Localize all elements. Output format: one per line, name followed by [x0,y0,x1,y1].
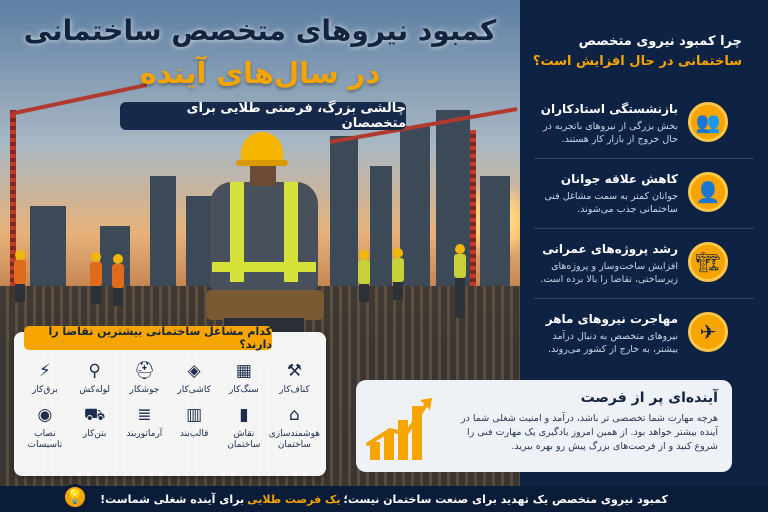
lightning-icon: ⚡ [38,361,51,381]
footer-text-part1: کمبود نیروی متخصص یک تهدید برای صنعت ساختمان نیست؛ [343,492,668,506]
future-title: آینده‌ای پر از فرصت [580,390,718,406]
job-label: سنگ‌کار [229,385,259,395]
lightbulb-icon: 💡 [62,484,88,510]
job-label: جوشکار [129,385,160,395]
job-label: هوشمندسازی ساختمان [268,429,320,450]
worker-figure [454,244,466,318]
tile-icon: ◈ [187,361,201,381]
reason-text: نیروهای متخصص به دنبال درآمد بیشتر، به خارج از کشور می‌روند. [547,331,678,355]
reason-text: بخش بزرگی از نیروهای باتجربه در حال خروج از بازار کار هستند. [543,121,678,145]
reason-text: افزایش ساخت‌وساز و پروژه‌های زیرساختی، تقاضا را بالا برده است. [540,261,678,285]
headline-line1: کمبود نیروهای متخصص ساختمانی [23,14,497,47]
growth-chart-icon [366,392,436,460]
job-item [269,360,320,396]
reason-title: کاهش علاقه جوانان [560,172,678,186]
job-item [269,404,320,451]
background-building [370,166,392,286]
reason-text: جوانان کمتر به سمت مشاغل فنی ساختمانی جذب می‌شوند. [544,191,678,215]
job-label: قالب‌بند [179,429,209,439]
growth-arrow-icon [366,392,436,460]
job-label: نصاب تاسیسات [27,429,63,450]
worker-figure [358,250,370,302]
job-label: کناف‌کار [279,385,310,395]
future-opportunity-box [356,380,732,472]
background-building [480,176,510,286]
job-label: نقاش ساختمان [227,429,261,450]
welding-mask-icon: ⛑ [133,361,156,381]
background-building [400,126,430,286]
drywall-worker-icon: ⚒ [286,361,302,381]
concrete-mixer-icon: ⛟ [83,405,106,425]
person-icon: 👤 [688,172,728,212]
reason-item [520,162,768,232]
reason-item [520,92,768,162]
headline-subtitle: چالشی بزرگ، فرصتی طلایی برای متخصصان [120,102,406,130]
job-label: کاشی‌کار [177,385,211,395]
reason-item [520,302,768,372]
worker-figure [392,248,404,300]
in-demand-jobs-heading: کدام مشاغل ساختمانی بیشترین تقاضا را دارند؟ [24,326,272,350]
divider [534,228,754,229]
future-text: هرچه مهارت شما تخصصی تر باشد، درآمد و امنیت شغلی شما در آینده بیشتر خواهد بود. از همین امروز یادگیری یک مهارت فنی را شروع کنید و از فرصت‌های بزرگ پیش رو بهره ببرید. [461,413,718,452]
worker-figure [112,254,124,306]
hvac-unit-icon: ◉ [37,405,53,425]
crane [470,130,476,310]
rebar-icon: ≣ [137,405,152,425]
reason-title: مهاجرت نیروهای ماهر [545,312,678,326]
job-item [120,360,170,396]
in-demand-jobs-panel [14,325,326,476]
reasons-heading-line1: چرا کمبود نیروی متخصص [578,34,742,49]
divider [534,298,754,299]
background-building [330,136,358,286]
footer-banner [0,486,768,512]
job-item [70,360,120,396]
headline-line2: در سال‌های آینده [139,56,381,90]
smart-home-icon: ⌂ [288,405,300,425]
job-item [219,360,269,396]
stone-bricks-icon: ▦ [235,361,252,381]
background-building [30,206,66,286]
retirement-icon: 👥 [688,102,728,142]
job-label: برق‌کار [31,385,58,395]
job-item [120,404,170,451]
job-item [169,404,219,451]
footer-highlight: یک فرصت طلایی [247,492,341,506]
divider [534,158,754,159]
airplane-icon: ✈ [688,312,728,352]
worker-figure [14,250,26,302]
reason-title: بازنشستگی استادکاران [540,102,678,116]
reasons-heading-line2: ساختمانی در حال افزایش است؟ [532,54,742,69]
jobs-grid [20,360,320,451]
job-item [20,360,70,396]
job-label: لوله‌کش [79,385,110,395]
formwork-icon: ▥ [186,405,203,425]
worker-figure [90,252,102,304]
job-item [70,404,120,451]
job-item [219,404,269,451]
job-label: بتن‌کار [82,429,107,439]
job-label: آرماتوربند [126,429,163,439]
footer-text-part2: برای آینده شغلی شماست! [100,492,245,506]
reason-item [520,232,768,302]
building-crane-icon: 🏗 [688,242,728,282]
background-building [150,176,176,286]
job-item [20,404,70,451]
paint-roller-icon: ▮ [239,405,249,425]
job-item [169,360,219,396]
reason-title: رشد پروژه‌های عمرانی [542,242,678,256]
pipe-icon: ⚲ [88,361,101,381]
